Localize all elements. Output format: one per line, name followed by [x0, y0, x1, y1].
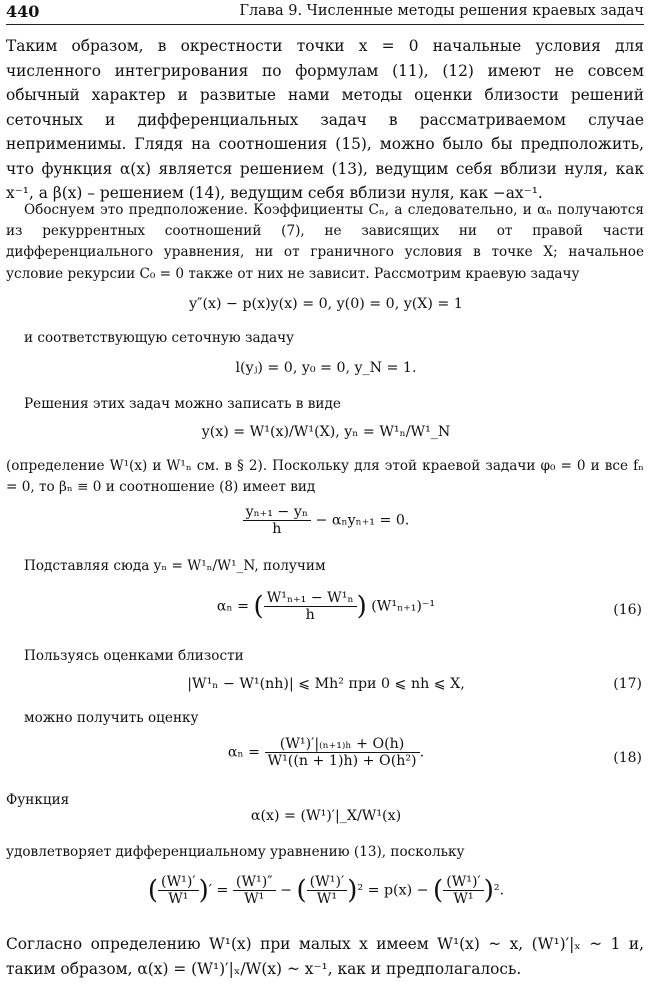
riccati-term-d: $\frac{\text{(W¹)′}}{\text{W¹}}$: [443, 874, 484, 907]
paragraph-estimates: Пользуясь оценками близости: [24, 648, 244, 664]
alpha-definition-formula: α(x) = (W¹)′|_X/W¹(x): [250, 808, 402, 824]
equation-16: αₙ = ( $\frac{\text{W¹ₙ₊₁ − W¹ₙ}}{h}$ ) (W¹ₙ₊₁)⁻¹ (16): [216, 590, 642, 623]
relation-8-fraction: [243, 504, 311, 537]
paragraph-estimate-intro: можно получить оценку: [24, 710, 199, 726]
eq18-fraction: [265, 736, 420, 769]
grid-problem-formula: l(yⱼ) = 0, y₀ = 0, y_N = 1.: [235, 360, 417, 376]
eq18-period: .: [419, 744, 425, 761]
bvp-formula: y″(x) − p(x)y(x) = 0, y(0) = 0, y(X) = 1: [189, 296, 463, 312]
equation-number-17: (17): [613, 676, 642, 692]
equation-solutions: [0, 424, 652, 448]
eq18-denominator: W¹((n + 1)h) + O(h²): [267, 753, 417, 769]
riccati-term-c: $\frac{\text{(W¹)′}}{\text{W¹}}$: [307, 874, 348, 907]
eq16-lhs: αₙ =: [216, 598, 250, 615]
equation-number-18: (18): [613, 750, 642, 766]
running-title: Глава 9. Численные методы решения краевых задач: [239, 3, 644, 19]
eq16-fraction: [264, 590, 357, 623]
page-number: 440: [6, 2, 40, 21]
solutions-formula: y(x) = W¹(x)/W¹(X), yₙ = W¹ₙ/W¹_N: [201, 424, 451, 440]
paragraph-function-label: Функция: [6, 792, 70, 808]
equation-alpha-definition: [0, 808, 652, 832]
paragraph-conclusion: Согласно определению W¹(x) при малых x имеем W¹(x) ~ x, (W¹)′|ₓ ~ 1 и, таким образом, α(x) = (W¹)′|ₓ/W(x) ~ x⁻¹, как и предполагалось.: [6, 935, 644, 978]
eq16-denominator: h: [305, 607, 315, 623]
relation-8-numerator: yₙ₊₁ − yₙ: [243, 504, 311, 521]
eq16-rest: (W¹ₙ₊₁)⁻¹: [371, 598, 436, 615]
equation-relation-8: [0, 504, 652, 548]
eq17-formula: |W¹ₙ − W¹(nh)| ⩽ Mh² при 0 ⩽ nh ⩽ X,: [187, 676, 465, 692]
riccati-outer-prime: ′: [208, 882, 212, 899]
equation-bvp: [0, 296, 652, 320]
paragraph-justification: Обоснуем это предположение. Коэффициенты Cₙ, а следовательно, и αₙ получаются из рекуррентных соотношений (7), не зависящих ни от правой части дифференциального уравнения, ни от граничного условия в точке X; начальное условие рекурсии C₀ = 0 также от них не зависит. Рассмотрим краевую задачу: [6, 202, 644, 282]
paragraph-substitution: Подставляя сюда yₙ = W¹ₙ/W¹_N, получим: [24, 558, 326, 574]
relation-8-denominator: h: [272, 521, 282, 537]
paragraph-grid-intro: и соответствующую сеточную задачу: [24, 330, 295, 346]
page-header: [6, 2, 644, 25]
eq16-numerator: W¹ₙ₊₁ − W¹ₙ: [264, 590, 357, 607]
equation-riccati-check: ( $\frac{\text{(W¹)′}}{\text{W¹}}$ )′ = $\frac{\text{(W¹)″}}{\text{W¹}}$ − ( $\frac{\text{(W¹)′}}{\text{W¹}}$ )² = p(x) − ( $\frac{\text{(W¹)′}}{\text{W¹}}$ )².: [147, 874, 505, 907]
paragraph-solutions-intro: Решения этих задач можно записать в виде: [24, 396, 341, 412]
eq18-numerator: (W¹)′|₍ₙ₊₁₎ₕ + O(h): [265, 736, 420, 753]
relation-8-rest: − αₙyₙ₊₁ = 0.: [315, 512, 410, 529]
equation-number-16: (16): [613, 602, 642, 618]
paragraph-definition: (определение W¹(x) и W¹ₙ см. в § 2). Поскольку для этой краевой задачи φ₀ = 0 и все fₙ = 0, то βₙ ≡ 0 и соотношение (8) имеет вид: [6, 458, 644, 496]
riccati-term-a: $\frac{\text{(W¹)′}}{\text{W¹}}$: [158, 874, 199, 907]
equation-grid-problem: [0, 360, 652, 384]
riccati-term-b: $\frac{\text{(W¹)″}}{\text{W¹}}$: [233, 874, 276, 907]
eq18-lhs: αₙ =: [227, 744, 261, 761]
equation-17: [0, 676, 652, 702]
paragraph-satisfies: удовлетворяет дифференциальному уравнению (13), поскольку: [6, 844, 465, 860]
paragraph-intro: Таким образом, в окрестности точки x = 0 начальные условия для численного интегрирования по формулам (11), (12) имеют не совсем обычный характер и развитые нами методы оценки близости решений сеточных и дифференциальных задач в рассматриваемом случае неприменимы. Глядя на соотношения (15), можно было бы предположить, что функция α(x) является решением (13), ведущим себя вблизи нуля, как x⁻¹, а β(x) – решением (14), ведущим себя вблизи нуля, как −ax⁻¹.: [6, 37, 644, 202]
equation-18: [0, 736, 652, 786]
